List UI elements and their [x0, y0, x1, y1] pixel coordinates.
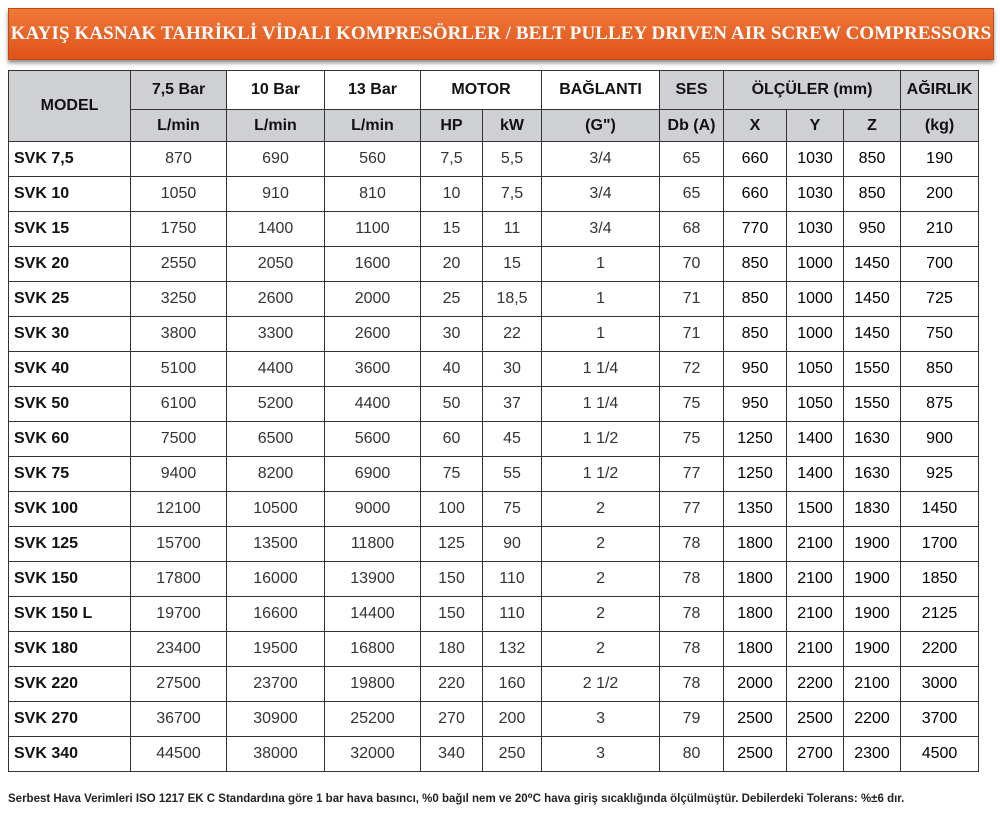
cell-dim-x: 1250: [724, 457, 787, 492]
cell-flow-10-bar: 38000: [227, 737, 325, 772]
cell-model: SVK 15: [9, 212, 131, 247]
cell-flow-13-bar: 6900: [325, 457, 421, 492]
cell-connection: 1: [542, 317, 660, 352]
table-row: [9, 527, 979, 562]
cell-flow-7-5-bar: 9400: [131, 457, 227, 492]
cell-flow-13-bar: 14400: [325, 597, 421, 632]
cell-flow-13-bar: 560: [325, 142, 421, 177]
cell-dim-z: 1630: [844, 457, 901, 492]
cell-flow-10-bar: 6500: [227, 422, 325, 457]
cell-model: SVK 220: [9, 667, 131, 702]
header-agirlik: AĞIRLIK: [901, 71, 979, 110]
cell-flow-10-bar: 5200: [227, 387, 325, 422]
cell-flow-10-bar: 3300: [227, 317, 325, 352]
cell-dim-y: 1400: [787, 422, 844, 457]
cell-noise-db: 65: [660, 142, 724, 177]
cell-flow-13-bar: 2600: [325, 317, 421, 352]
cell-model: SVK 150: [9, 562, 131, 597]
cell-flow-10-bar: 30900: [227, 702, 325, 737]
cell-flow-10-bar: 910: [227, 177, 325, 212]
cell-model: SVK 25: [9, 282, 131, 317]
cell-connection: 3/4: [542, 177, 660, 212]
cell-motor-hp: 30: [421, 317, 483, 352]
cell-dim-x: 850: [724, 282, 787, 317]
cell-flow-13-bar: 5600: [325, 422, 421, 457]
cell-weight-kg: 750: [901, 317, 979, 352]
cell-motor-hp: 150: [421, 562, 483, 597]
cell-motor-kw: 37: [483, 387, 542, 422]
cell-motor-kw: 55: [483, 457, 542, 492]
cell-connection: 2: [542, 597, 660, 632]
cell-weight-kg: 700: [901, 247, 979, 282]
footnote: Serbest Hava Verimleri ISO 1217 EK C Standardına göre 1 bar hava basıncı, %0 bağıl nem ve 20⁰C hava giriş sıcaklığında ölçülmüştür. Debilerdeki Tolerans: %±6 dır.: [8, 793, 905, 805]
cell-connection: 1 1/2: [542, 422, 660, 457]
cell-flow-10-bar: 2600: [227, 282, 325, 317]
cell-motor-kw: 45: [483, 422, 542, 457]
cell-flow-10-bar: 1400: [227, 212, 325, 247]
cell-motor-kw: 18,5: [483, 282, 542, 317]
cell-dim-z: 1830: [844, 492, 901, 527]
cell-dim-x: 850: [724, 247, 787, 282]
cell-flow-7-5-bar: 3250: [131, 282, 227, 317]
cell-weight-kg: 190: [901, 142, 979, 177]
cell-motor-kw: 132: [483, 632, 542, 667]
table-row: [9, 702, 979, 737]
cell-weight-kg: 925: [901, 457, 979, 492]
header-ses: SES: [660, 71, 724, 110]
cell-model: SVK 60: [9, 422, 131, 457]
cell-noise-db: 78: [660, 632, 724, 667]
cell-dim-x: 1800: [724, 562, 787, 597]
cell-dim-x: 2000: [724, 667, 787, 702]
cell-dim-y: 1050: [787, 387, 844, 422]
cell-model: SVK 150 L: [9, 597, 131, 632]
cell-motor-kw: 90: [483, 527, 542, 562]
cell-dim-z: 850: [844, 142, 901, 177]
cell-dim-x: 850: [724, 317, 787, 352]
cell-motor-hp: 40: [421, 352, 483, 387]
cell-dim-y: 1500: [787, 492, 844, 527]
cell-flow-10-bar: 16600: [227, 597, 325, 632]
cell-motor-kw: 7,5: [483, 177, 542, 212]
cell-dim-y: 1400: [787, 457, 844, 492]
cell-weight-kg: 725: [901, 282, 979, 317]
cell-dim-y: 2100: [787, 527, 844, 562]
cell-weight-kg: 1850: [901, 562, 979, 597]
header-13-bar: 13 Bar: [325, 71, 421, 110]
cell-noise-db: 75: [660, 422, 724, 457]
cell-dim-y: 1000: [787, 247, 844, 282]
unit-kw: kW: [483, 110, 542, 142]
cell-noise-db: 78: [660, 597, 724, 632]
table-row: [9, 667, 979, 702]
cell-motor-hp: 125: [421, 527, 483, 562]
cell-dim-z: 1900: [844, 597, 901, 632]
table-row: [9, 247, 979, 282]
header-olculer: ÖLÇÜLER (mm): [724, 71, 901, 110]
cell-dim-x: 660: [724, 177, 787, 212]
cell-weight-kg: 200: [901, 177, 979, 212]
cell-noise-db: 77: [660, 457, 724, 492]
table-row: [9, 737, 979, 772]
cell-flow-7-5-bar: 6100: [131, 387, 227, 422]
cell-motor-hp: 15: [421, 212, 483, 247]
cell-motor-kw: 160: [483, 667, 542, 702]
unit-hp: HP: [421, 110, 483, 142]
cell-weight-kg: 1450: [901, 492, 979, 527]
unit-z: Z: [844, 110, 901, 142]
cell-flow-13-bar: 1600: [325, 247, 421, 282]
unit-lmin-13: L/min: [325, 110, 421, 142]
cell-noise-db: 78: [660, 562, 724, 597]
cell-noise-db: 80: [660, 737, 724, 772]
cell-connection: 1: [542, 282, 660, 317]
cell-model: SVK 30: [9, 317, 131, 352]
cell-dim-y: 2100: [787, 597, 844, 632]
cell-motor-kw: 110: [483, 562, 542, 597]
cell-dim-y: 1000: [787, 317, 844, 352]
unit-g: (G"): [542, 110, 660, 142]
cell-noise-db: 65: [660, 177, 724, 212]
cell-model: SVK 50: [9, 387, 131, 422]
cell-flow-13-bar: 4400: [325, 387, 421, 422]
cell-motor-hp: 270: [421, 702, 483, 737]
cell-connection: 2 1/2: [542, 667, 660, 702]
cell-flow-13-bar: 1100: [325, 212, 421, 247]
cell-model: SVK 340: [9, 737, 131, 772]
cell-flow-7-5-bar: 870: [131, 142, 227, 177]
cell-dim-z: 1900: [844, 562, 901, 597]
header-model: MODEL: [9, 71, 131, 142]
cell-dim-x: 1800: [724, 527, 787, 562]
cell-dim-y: 1030: [787, 212, 844, 247]
cell-motor-hp: 60: [421, 422, 483, 457]
header-7-5-bar: 7,5 Bar: [131, 71, 227, 110]
header-row-units: [9, 110, 979, 142]
cell-flow-7-5-bar: 1050: [131, 177, 227, 212]
cell-weight-kg: 1700: [901, 527, 979, 562]
cell-dim-y: 2700: [787, 737, 844, 772]
table-row: [9, 492, 979, 527]
cell-flow-13-bar: 16800: [325, 632, 421, 667]
cell-dim-x: 1350: [724, 492, 787, 527]
cell-noise-db: 68: [660, 212, 724, 247]
cell-dim-z: 1450: [844, 247, 901, 282]
cell-flow-7-5-bar: 36700: [131, 702, 227, 737]
cell-flow-7-5-bar: 44500: [131, 737, 227, 772]
cell-connection: 3/4: [542, 142, 660, 177]
cell-connection: 2: [542, 562, 660, 597]
cell-dim-z: 1630: [844, 422, 901, 457]
cell-noise-db: 77: [660, 492, 724, 527]
cell-weight-kg: 900: [901, 422, 979, 457]
cell-connection: 1: [542, 247, 660, 282]
cell-dim-x: 2500: [724, 737, 787, 772]
cell-weight-kg: 850: [901, 352, 979, 387]
cell-weight-kg: 875: [901, 387, 979, 422]
cell-flow-7-5-bar: 27500: [131, 667, 227, 702]
cell-dim-y: 2200: [787, 667, 844, 702]
cell-weight-kg: 4500: [901, 737, 979, 772]
table-row: [9, 422, 979, 457]
cell-motor-kw: 30: [483, 352, 542, 387]
table-row: [9, 457, 979, 492]
cell-dim-y: 1000: [787, 282, 844, 317]
unit-db: Db (A): [660, 110, 724, 142]
compressor-spec-table: [8, 70, 979, 772]
cell-connection: 2: [542, 527, 660, 562]
cell-noise-db: 78: [660, 667, 724, 702]
unit-x: X: [724, 110, 787, 142]
header-baglanti: BAĞLANTI: [542, 71, 660, 110]
cell-motor-kw: 15: [483, 247, 542, 282]
cell-flow-7-5-bar: 1750: [131, 212, 227, 247]
cell-dim-x: 1250: [724, 422, 787, 457]
table-row: [9, 177, 979, 212]
cell-flow-13-bar: 32000: [325, 737, 421, 772]
cell-motor-kw: 200: [483, 702, 542, 737]
cell-noise-db: 70: [660, 247, 724, 282]
unit-lmin-7-5: L/min: [131, 110, 227, 142]
cell-weight-kg: 2125: [901, 597, 979, 632]
cell-dim-z: 2200: [844, 702, 901, 737]
unit-y: Y: [787, 110, 844, 142]
cell-model: SVK 40: [9, 352, 131, 387]
cell-dim-z: 1900: [844, 527, 901, 562]
cell-connection: 2: [542, 632, 660, 667]
cell-motor-hp: 10: [421, 177, 483, 212]
table-row: [9, 387, 979, 422]
cell-model: SVK 180: [9, 632, 131, 667]
cell-noise-db: 78: [660, 527, 724, 562]
table-row: [9, 352, 979, 387]
table-row: [9, 142, 979, 177]
cell-dim-y: 1050: [787, 352, 844, 387]
cell-dim-x: 1800: [724, 597, 787, 632]
cell-motor-hp: 100: [421, 492, 483, 527]
cell-motor-hp: 150: [421, 597, 483, 632]
cell-connection: 3/4: [542, 212, 660, 247]
cell-connection: 1 1/2: [542, 457, 660, 492]
table-row: [9, 562, 979, 597]
table-row: [9, 597, 979, 632]
cell-flow-10-bar: 10500: [227, 492, 325, 527]
cell-motor-kw: 250: [483, 737, 542, 772]
cell-weight-kg: 2200: [901, 632, 979, 667]
cell-flow-13-bar: 810: [325, 177, 421, 212]
cell-connection: 1 1/4: [542, 387, 660, 422]
cell-dim-x: 950: [724, 387, 787, 422]
cell-flow-7-5-bar: 5100: [131, 352, 227, 387]
cell-weight-kg: 210: [901, 212, 979, 247]
cell-motor-hp: 220: [421, 667, 483, 702]
cell-flow-13-bar: 13900: [325, 562, 421, 597]
cell-model: SVK 100: [9, 492, 131, 527]
cell-flow-7-5-bar: 3800: [131, 317, 227, 352]
cell-flow-7-5-bar: 7500: [131, 422, 227, 457]
cell-flow-13-bar: 9000: [325, 492, 421, 527]
cell-noise-db: 79: [660, 702, 724, 737]
page-title: KAYIŞ KASNAK TAHRİKLİ VİDALI KOMPRESÖRLER / BELT PULLEY DRIVEN AIR SCREW COMPRESSORS: [10, 23, 992, 44]
unit-lmin-10: L/min: [227, 110, 325, 142]
header-10-bar: 10 Bar: [227, 71, 325, 110]
cell-motor-hp: 20: [421, 247, 483, 282]
table-row: [9, 632, 979, 667]
cell-dim-z: 1550: [844, 352, 901, 387]
table-body: [9, 142, 979, 772]
cell-dim-z: 1550: [844, 387, 901, 422]
cell-dim-y: 2100: [787, 562, 844, 597]
cell-dim-x: 770: [724, 212, 787, 247]
table-row: [9, 282, 979, 317]
cell-dim-x: 660: [724, 142, 787, 177]
cell-model: SVK 270: [9, 702, 131, 737]
cell-noise-db: 75: [660, 387, 724, 422]
cell-flow-13-bar: 25200: [325, 702, 421, 737]
table-row: [9, 212, 979, 247]
cell-motor-kw: 22: [483, 317, 542, 352]
cell-dim-y: 1030: [787, 177, 844, 212]
cell-flow-13-bar: 3600: [325, 352, 421, 387]
cell-flow-13-bar: 11800: [325, 527, 421, 562]
cell-flow-7-5-bar: 15700: [131, 527, 227, 562]
cell-noise-db: 71: [660, 282, 724, 317]
table-row: [9, 317, 979, 352]
cell-dim-z: 950: [844, 212, 901, 247]
cell-flow-7-5-bar: 19700: [131, 597, 227, 632]
cell-weight-kg: 3700: [901, 702, 979, 737]
cell-dim-z: 1450: [844, 282, 901, 317]
cell-motor-hp: 340: [421, 737, 483, 772]
cell-motor-hp: 75: [421, 457, 483, 492]
cell-motor-hp: 180: [421, 632, 483, 667]
cell-noise-db: 72: [660, 352, 724, 387]
cell-connection: 2: [542, 492, 660, 527]
cell-flow-7-5-bar: 23400: [131, 632, 227, 667]
unit-kg: (kg): [901, 110, 979, 142]
cell-flow-10-bar: 2050: [227, 247, 325, 282]
cell-flow-10-bar: 23700: [227, 667, 325, 702]
cell-flow-10-bar: 8200: [227, 457, 325, 492]
cell-model: SVK 20: [9, 247, 131, 282]
cell-dim-x: 950: [724, 352, 787, 387]
cell-connection: 1 1/4: [542, 352, 660, 387]
cell-motor-kw: 110: [483, 597, 542, 632]
cell-flow-10-bar: 19500: [227, 632, 325, 667]
cell-dim-y: 2500: [787, 702, 844, 737]
cell-flow-13-bar: 2000: [325, 282, 421, 317]
cell-motor-hp: 25: [421, 282, 483, 317]
cell-motor-kw: 5,5: [483, 142, 542, 177]
cell-dim-x: 1800: [724, 632, 787, 667]
cell-connection: 3: [542, 737, 660, 772]
cell-flow-7-5-bar: 17800: [131, 562, 227, 597]
cell-flow-10-bar: 16000: [227, 562, 325, 597]
cell-flow-7-5-bar: 12100: [131, 492, 227, 527]
header-row-primary: [9, 71, 979, 110]
cell-flow-13-bar: 19800: [325, 667, 421, 702]
cell-flow-10-bar: 13500: [227, 527, 325, 562]
cell-model: SVK 125: [9, 527, 131, 562]
cell-weight-kg: 3000: [901, 667, 979, 702]
cell-dim-y: 1030: [787, 142, 844, 177]
title-banner: [8, 8, 994, 60]
cell-connection: 3: [542, 702, 660, 737]
cell-dim-z: 850: [844, 177, 901, 212]
cell-dim-z: 2300: [844, 737, 901, 772]
cell-flow-10-bar: 690: [227, 142, 325, 177]
cell-dim-z: 1900: [844, 632, 901, 667]
cell-flow-7-5-bar: 2550: [131, 247, 227, 282]
cell-dim-z: 1450: [844, 317, 901, 352]
cell-flow-10-bar: 4400: [227, 352, 325, 387]
cell-motor-kw: 75: [483, 492, 542, 527]
cell-dim-z: 2100: [844, 667, 901, 702]
cell-dim-y: 2100: [787, 632, 844, 667]
cell-model: SVK 75: [9, 457, 131, 492]
header-motor: MOTOR: [421, 71, 542, 110]
cell-motor-hp: 50: [421, 387, 483, 422]
cell-motor-hp: 7,5: [421, 142, 483, 177]
cell-motor-kw: 11: [483, 212, 542, 247]
cell-noise-db: 71: [660, 317, 724, 352]
cell-dim-x: 2500: [724, 702, 787, 737]
cell-model: SVK 7,5: [9, 142, 131, 177]
cell-model: SVK 10: [9, 177, 131, 212]
